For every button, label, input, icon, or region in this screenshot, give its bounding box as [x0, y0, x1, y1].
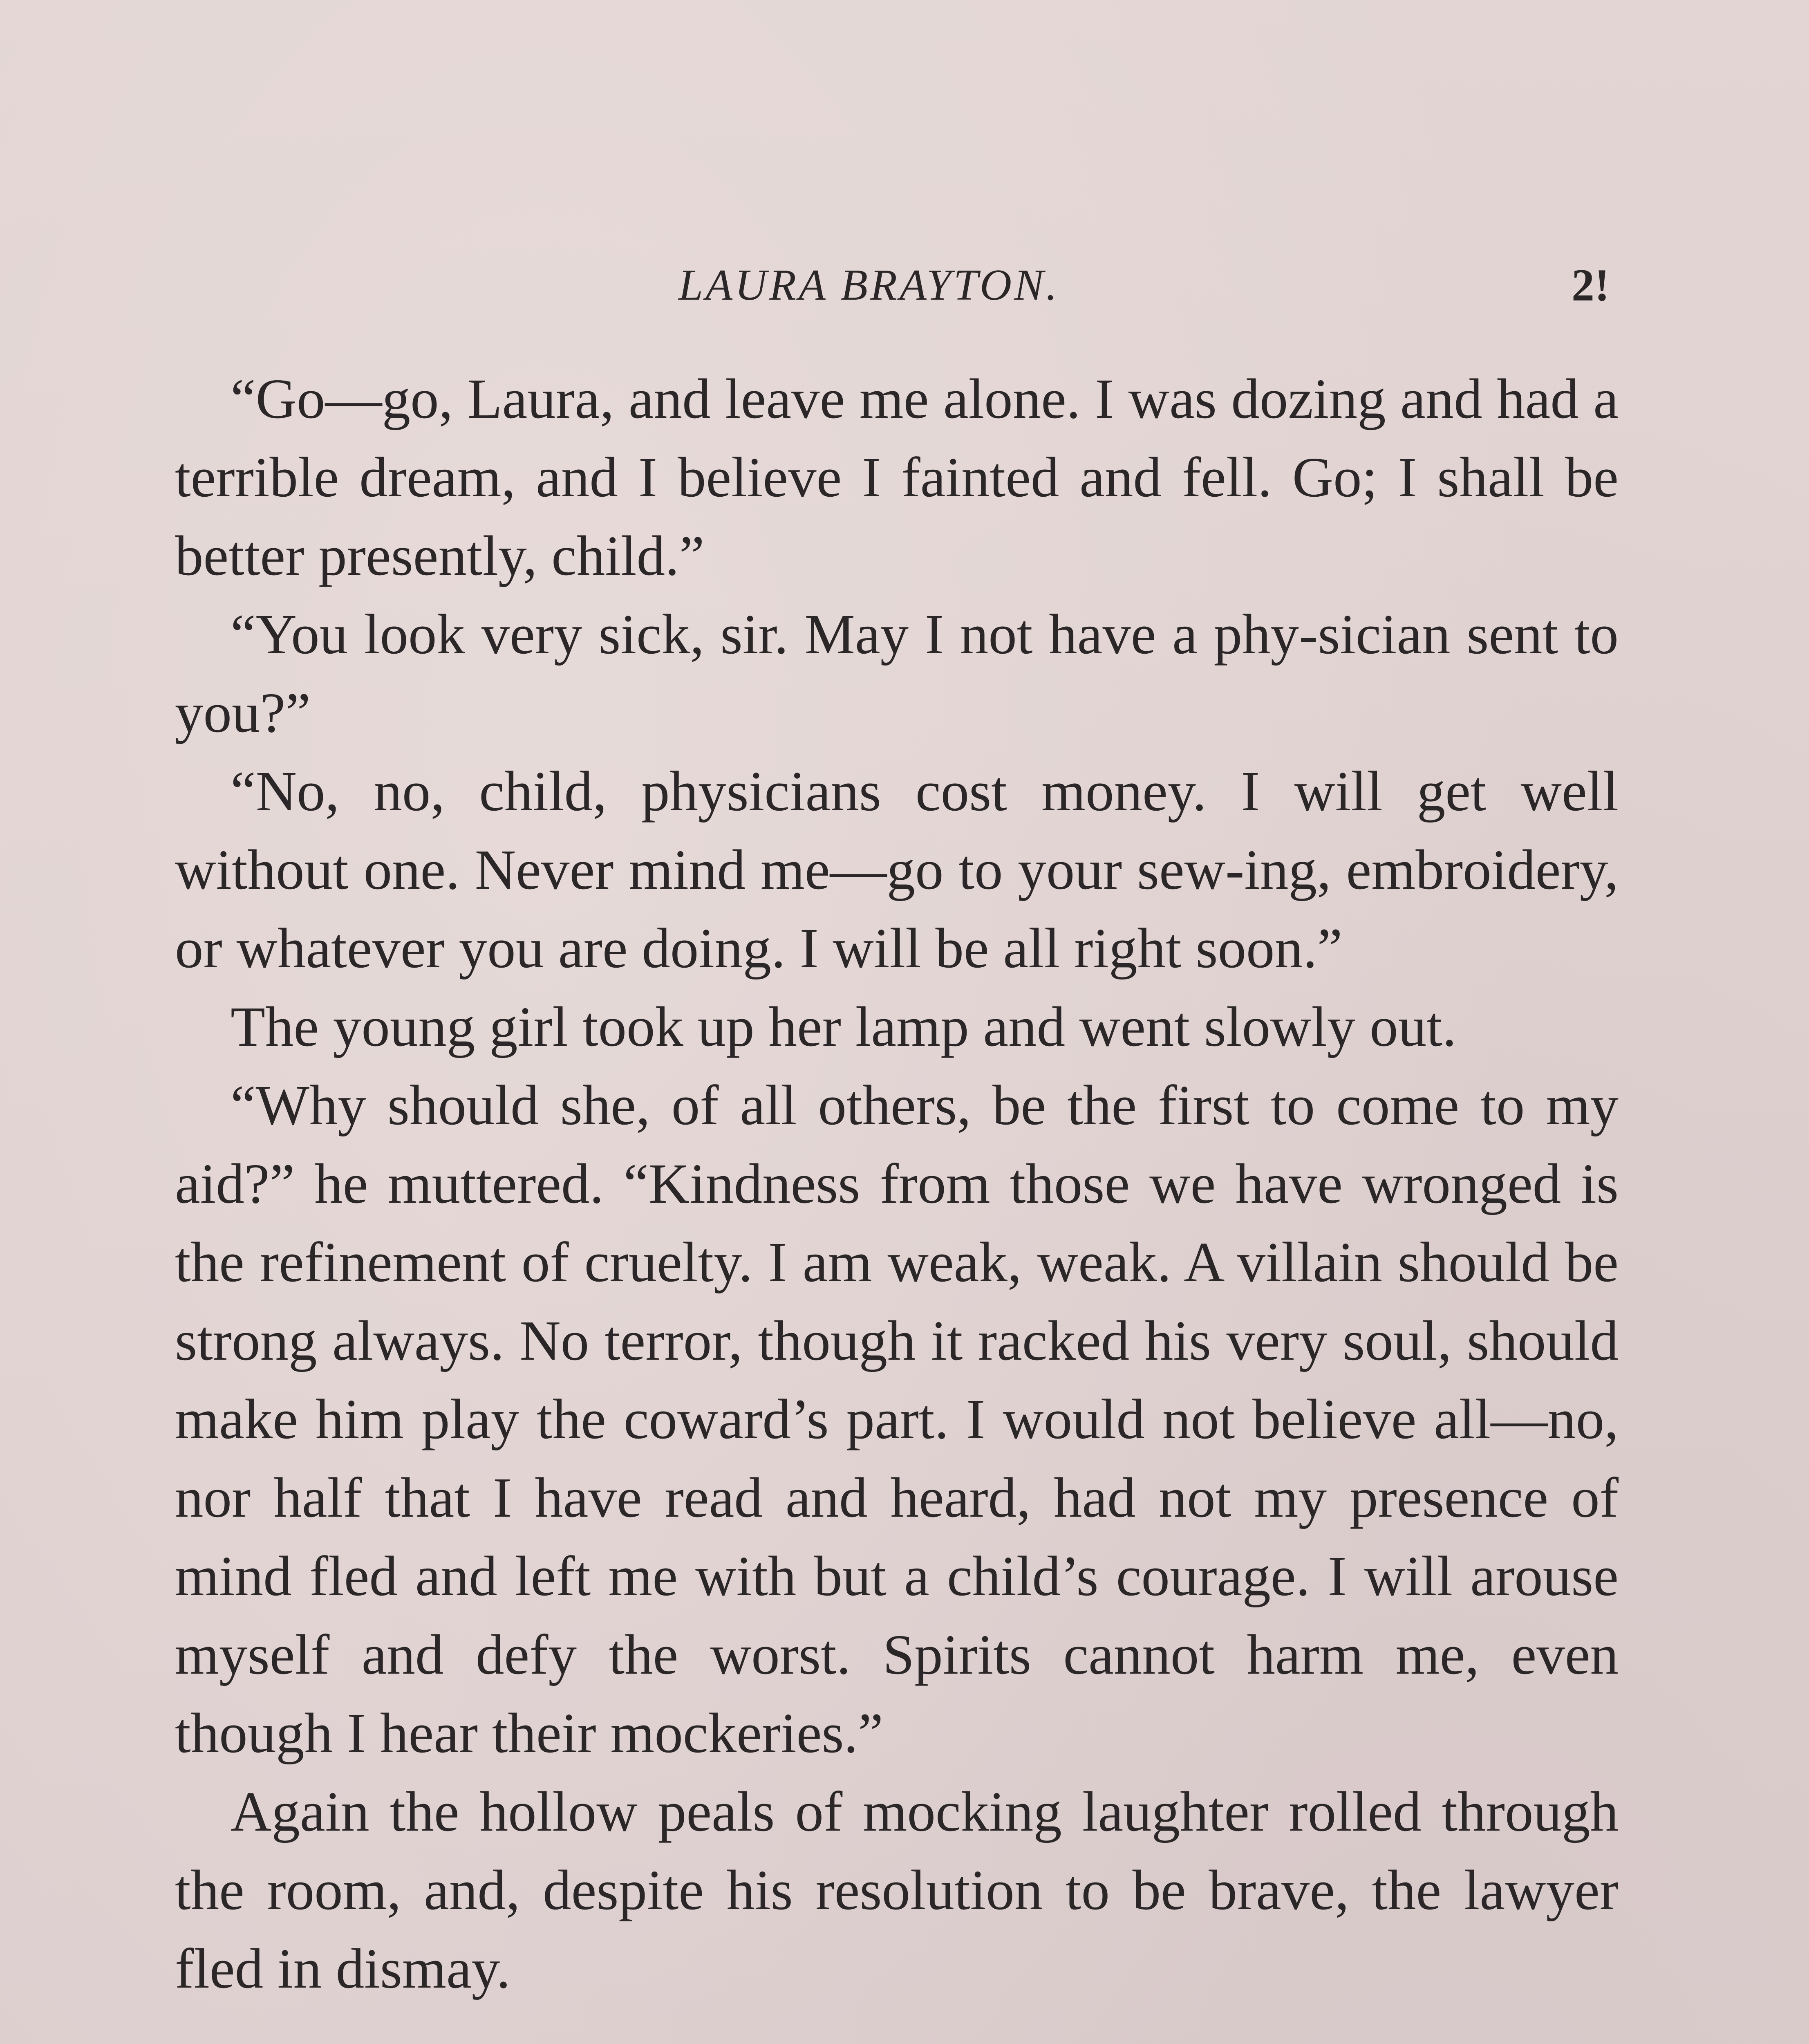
paragraph: “You look very sick, sir. May I not have a phy-sician sent to you?” — [175, 603, 1619, 744]
paragraph: “No, no, child, physicians cost money. I will get well without one. Never mind me—go to your sew-ing, embroidery, or whatever you are doing. I will be all right soon.” — [175, 760, 1619, 980]
page-number: 2! — [1572, 260, 1610, 311]
running-head — [0, 257, 1809, 314]
paragraph: The young girl took up her lamp and went slowly out. — [231, 995, 1457, 1058]
paragraph: Again the hollow peals of mocking laughter rolled through the room, and, despite his resolution to be brave, the lawyer fled in dismay. — [175, 1780, 1619, 2000]
running-title: LAURA BRAYTON. — [678, 261, 1060, 309]
paragraph: “Go—go, Laura, and leave me alone. I was dozing and had a terrible dream, and I believe I fainted and fell. Go; I shall be better presently, child.” — [175, 368, 1619, 587]
body-text — [175, 360, 1619, 2008]
paragraph: “Why should she, of all others, be the first to come to my aid?” he muttered. “Kindness from those we have wronged is the refinement of cruelty. I am weak, weak. A villain should be strong always. No terror, though it racked his very soul, should make him play the coward’s part. I would not believe all—no, nor half that I have read and heard, had not my presence of mind fled and left me with but a child’s courage. I will arouse myself and defy the worst. Spirits cannot harm me, even though I hear their mockeries.” — [175, 1074, 1619, 1765]
